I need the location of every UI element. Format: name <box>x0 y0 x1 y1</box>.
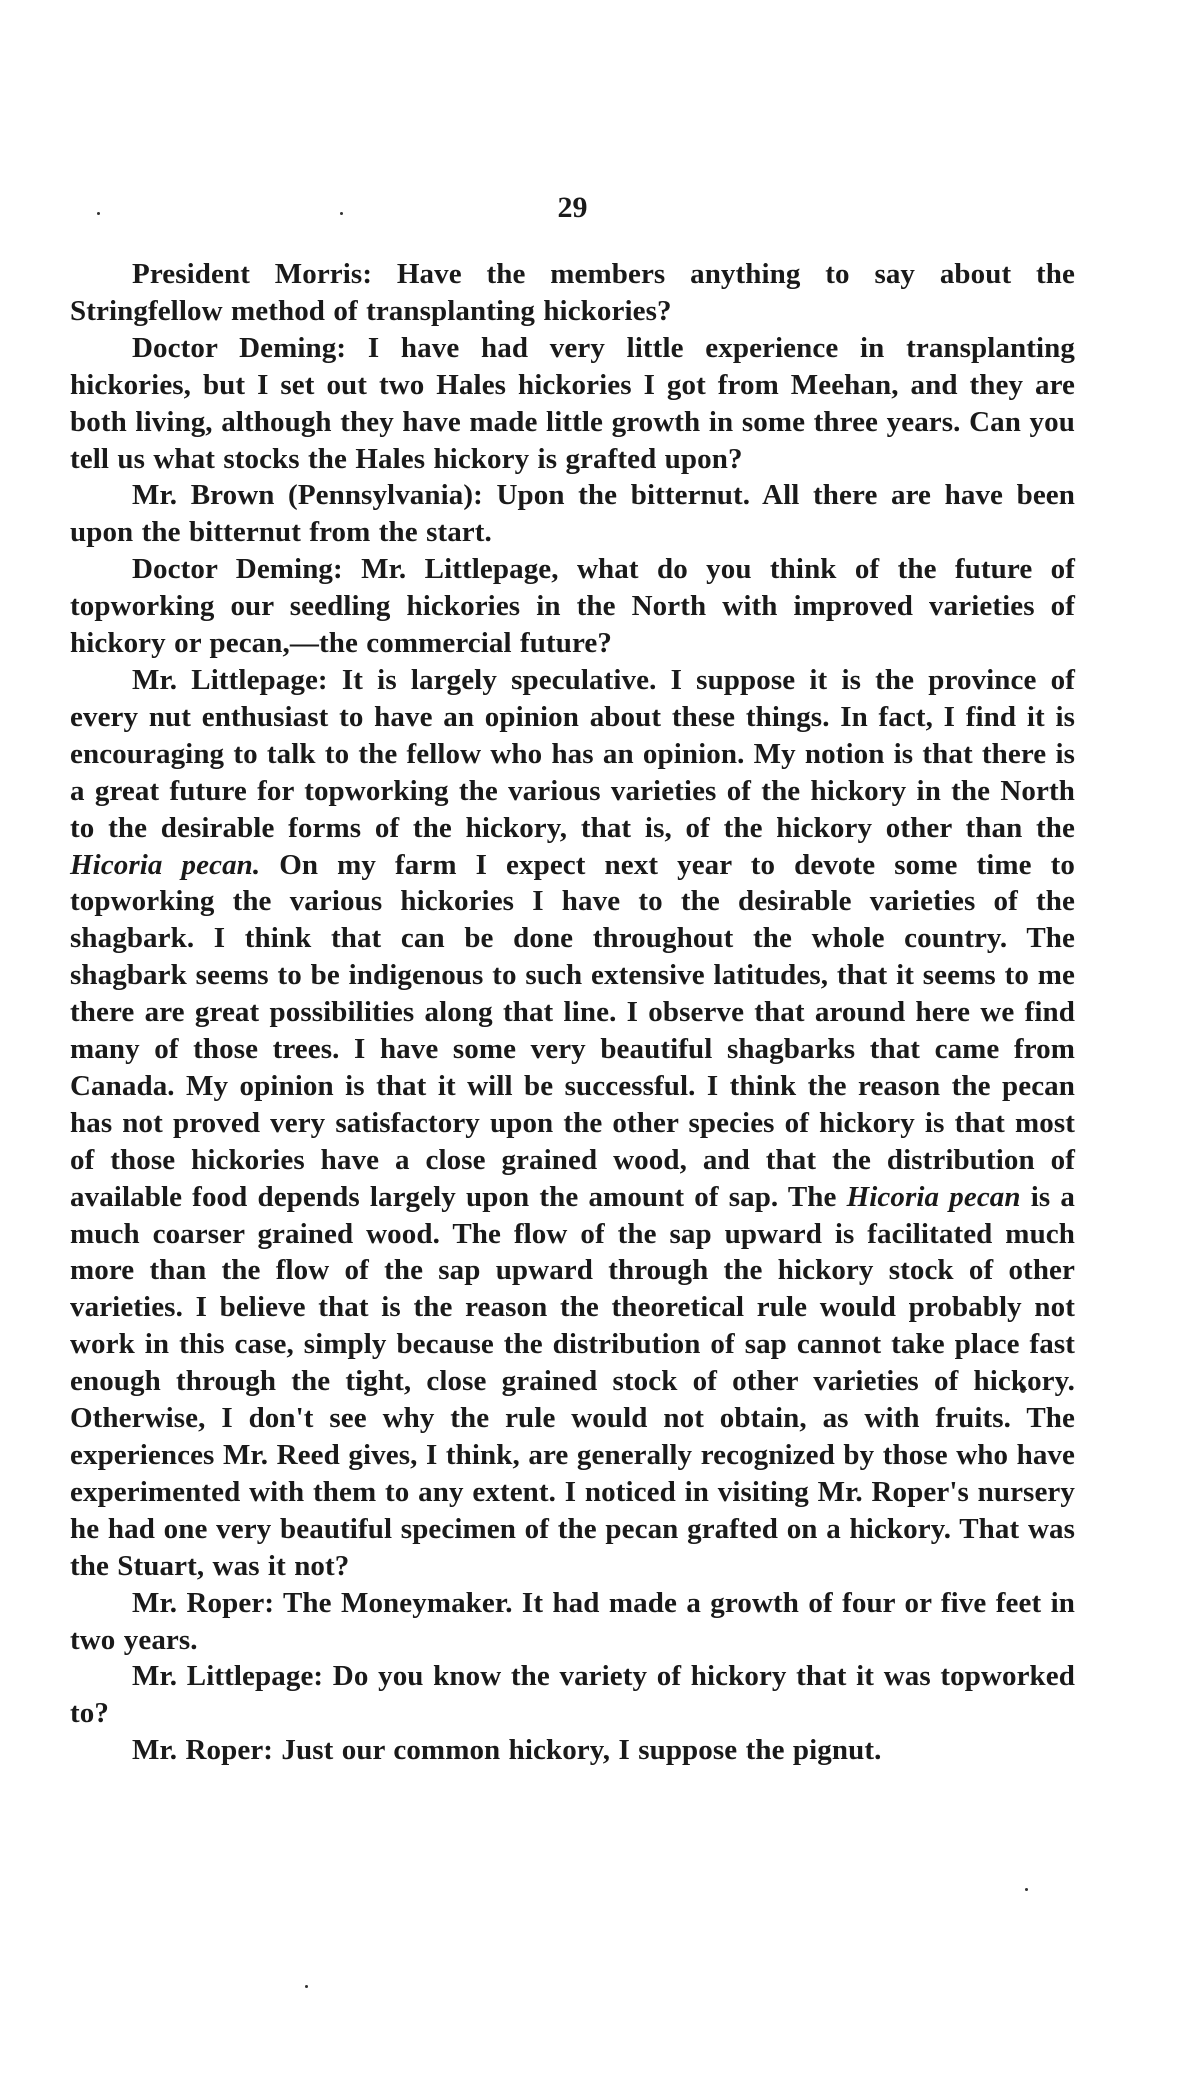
speaker-label: Doctor Deming: <box>132 331 347 364</box>
italic-species-name: Hicoria pecan. <box>70 848 261 881</box>
speaker-label: President Morris: <box>132 258 373 290</box>
paragraph-text: It is largely speculative. I suppose it is the province of every nut enthusiast to have an opinion about these things. In fact, I find it is encouraging to talk to the fellow who has an opinion. My notion is that there is a great future for topworking the various varieties of the hickory in the North to the desirable forms of the hickory, that is, of the hickory other than the <box>70 663 1075 844</box>
speaker-label: Mr. Littlepage: <box>132 663 328 696</box>
print-speck <box>305 1985 308 1988</box>
paragraph-mr-roper-2 <box>70 1732 1075 1769</box>
paragraph-mr-roper-1 <box>70 1585 1075 1659</box>
speaker-label: Mr. Roper: <box>132 1734 274 1767</box>
paragraph-text: Just our common hickory, I suppose the pignut. <box>273 1734 882 1767</box>
paragraph-doctor-deming-2 <box>70 551 1075 662</box>
paragraph-text: I have had very little experience in transplanting hickories, but I set out two Hales hickories I got from Meehan, and they are both living, although they have made little growth in some three years. Can you tell us what stocks the Hales hickory is grafted upon? <box>70 331 1075 475</box>
speaker-label: Mr. Roper: <box>132 1586 275 1619</box>
paragraph-text: Have the members anything to say about the Stringfellow method of transplanting hickories? <box>70 258 1075 327</box>
print-speck <box>1025 1888 1028 1891</box>
paragraph-mr-littlepage-2 <box>70 1658 1075 1732</box>
paragraph-mr-littlepage-1 <box>70 662 1075 1585</box>
speaker-label: Mr. Littlepage: <box>132 1660 324 1693</box>
paragraph-president-morris <box>70 256 1075 330</box>
document-page <box>70 190 1075 1769</box>
paragraph-text: Do you know the variety of hickory that it was topworked to? <box>70 1660 1075 1730</box>
page-number: 29 <box>557 191 588 224</box>
paragraph-mr-brown <box>70 477 1075 551</box>
speaker-label: Mr. Brown (Pennsylvania): <box>132 479 483 512</box>
paragraph-text: The Moneymaker. It had made a growth of four or five feet in two years. <box>70 1586 1075 1656</box>
paragraph-text: On my farm I expect next year to devote some time to topworking the various hickories I have to the desirable varieties of the shagbark. I think that can be done throughout the whole country. The shagbark seems to be indigenous to such extensive latitudes, that it seems to me there are great possibilities along that line. I observe that around here we find many of those trees. I have some very beautiful shagbarks that came from Canada. My opinion is that it will be successful. I think the reason the pecan has not proved very satisfactory upon the other species of hickory is that most of those hickories have a close grained wood, and that the distribution of available food depends largely upon the amount of sap. The <box>70 848 1075 1213</box>
paragraph-text: Mr. Littlepage, what do you think of the future of topworking our seedling hickories in the North with improved varieties of hickory or pecan,—the commercial future? <box>70 553 1075 660</box>
paragraph-text: Upon the bitternut. All there are have been upon the bitternut from the start. <box>70 479 1075 549</box>
speaker-label: Doctor Deming: <box>132 553 343 586</box>
paragraph-text: is a much coarser grained wood. The flow of the sap upward is facilitated much more than the flow of the sap upward through the hickory stock of other varieties. I believe that is the reason the theoretical rule would probably not work in this case, simply because the distribution of sap cannot take place fast enough through the tight, close grained stock of other varieties of hickory. Otherwise, I don't see why the rule would not obtain, as with fruits. The experiences Mr. Reed gives, I think, are generally recognized by those who have experimented with them to any extent. I noticed in visiting Mr. Roper's nursery he had one very beautiful specimen of the pecan grafted on a hickory. That was the Stuart, was it not? <box>70 1180 1075 1582</box>
italic-species-name: Hicoria pecan <box>846 1180 1021 1213</box>
paragraph-doctor-deming-1 <box>70 330 1075 478</box>
